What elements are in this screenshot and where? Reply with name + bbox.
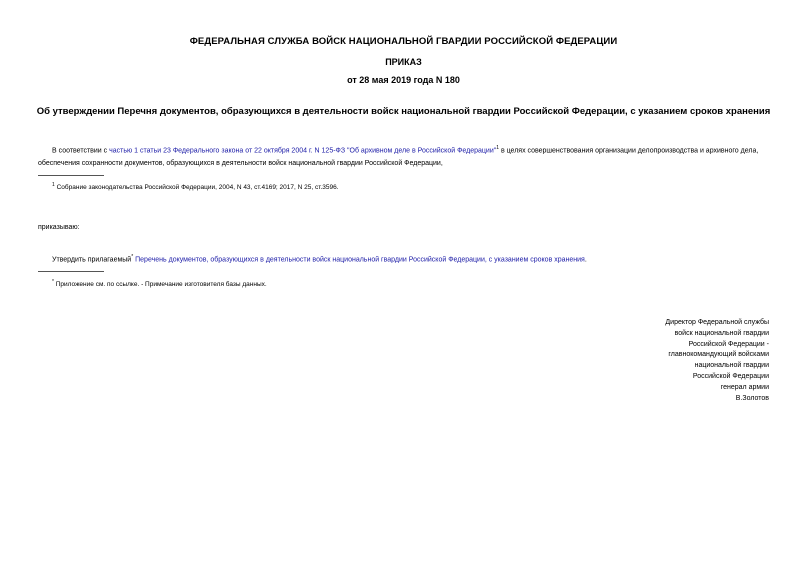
signature-line: Российской Федерации xyxy=(692,372,769,380)
footnote-divider-2 xyxy=(38,271,104,272)
document-type: ПРИКАЗ xyxy=(385,57,422,67)
approve-suffix: . xyxy=(584,256,587,264)
signature-line: генерал армии xyxy=(720,383,769,391)
law-reference-link[interactable]: частью 1 статьи 23 Федерального закона от 22 октября 2004 г. N 125-ФЗ "Об архивном деле в Российской Федерации" xyxy=(109,147,497,155)
approve-footnote-marker: * xyxy=(131,254,134,260)
signature-line: главнокомандующий войсками xyxy=(668,351,769,359)
preamble-prefix: В соответствии с xyxy=(52,147,110,155)
signature-line: войск национальной гвардии xyxy=(674,329,769,337)
signature-block xyxy=(569,318,769,404)
signature-line: Российской Федерации - xyxy=(688,340,769,348)
signature-line: национальной гвардии xyxy=(694,362,769,370)
footnote-1-text: Собрание законодательства Российской Федерации, 2004, N 43, ст.4169; 2017, N 25, ст.3596. xyxy=(54,184,339,192)
footnote-marker: 1 xyxy=(496,145,499,151)
footnote-2-text: Приложение см. по ссылке. - Примечание изготовителя базы данных. xyxy=(53,281,267,289)
signatory-name: В.Золотов xyxy=(735,394,769,402)
document-title: Об утверждении Перечня документов, образующихся в деятельности войск национальной гвардии Российской Федерации, с указанием сроков хранения xyxy=(36,106,771,117)
organization-heading: ФЕДЕРАЛЬНАЯ СЛУЖБА ВОЙСК НАЦИОНАЛЬНОЙ ГВАРДИИ РОССИЙСКОЙ ФЕДЕРАЦИИ xyxy=(189,36,618,47)
document-date-number: от 28 мая 2019 года N 180 xyxy=(347,75,460,85)
approve-prefix: Утвердить прилагаемый xyxy=(52,256,132,264)
footnote-2-marker: * xyxy=(52,279,54,285)
footnote-divider xyxy=(38,175,104,176)
signature-line: Директор Федеральной службы xyxy=(665,319,769,326)
footnote-1 xyxy=(52,180,339,193)
footnote-1-marker: 1 xyxy=(52,182,55,188)
approve-paragraph xyxy=(52,254,587,263)
preamble-paragraph xyxy=(38,142,770,170)
list-of-documents-link[interactable]: Перечень документов, образующихся в деятельности войск национальной гвардии Российской Федерации, с указанием сроков хранения xyxy=(133,256,585,264)
footnote-2 xyxy=(52,277,267,290)
orders-line: приказываю: xyxy=(38,224,80,231)
preamble-suffix: в целях совершенствования организации делопроизводства и архивного дела, обеспечения сохранности документов, образующихся в деятельности войск национальной гвардии Российской Федерации, xyxy=(38,147,759,168)
